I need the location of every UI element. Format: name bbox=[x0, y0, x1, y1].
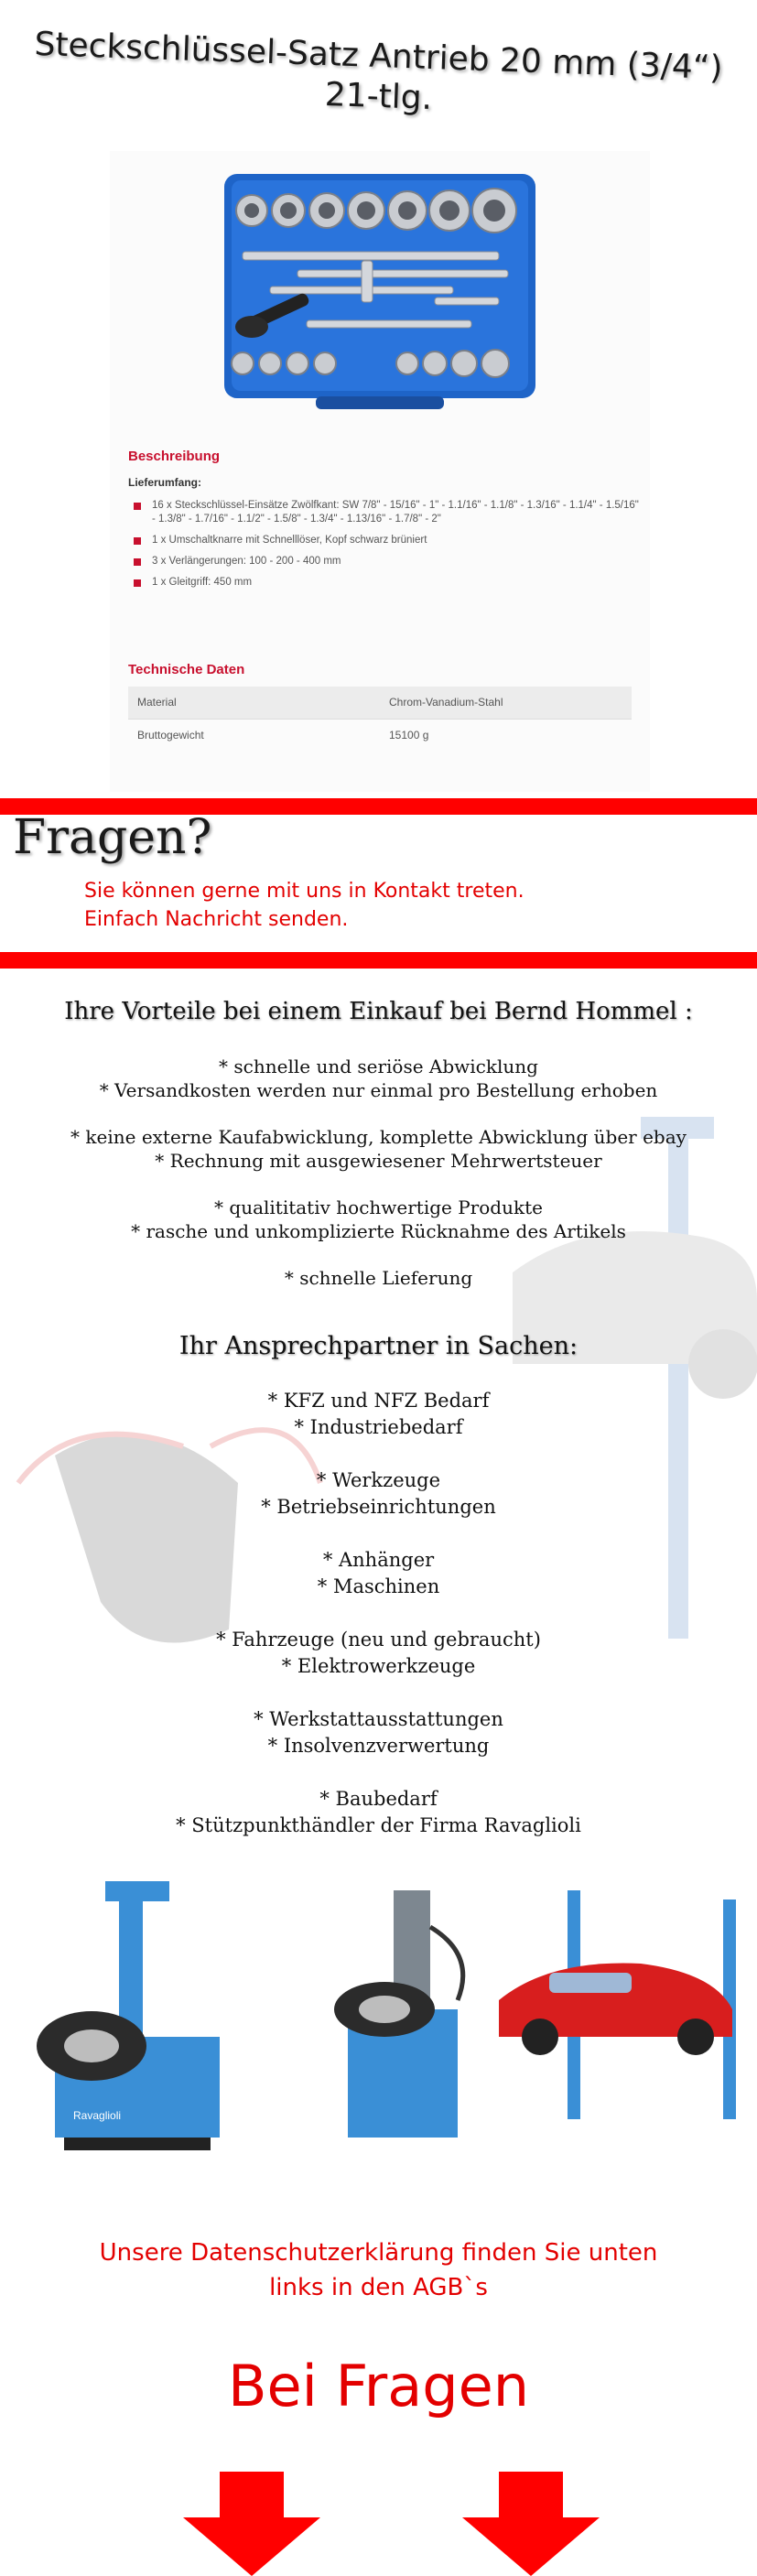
partner-list bbox=[0, 1388, 757, 1839]
table-row bbox=[128, 719, 632, 751]
benefit-line: * Versandkosten werden nur einmal pro Bestellung erhoben bbox=[99, 1079, 658, 1101]
tech-label: Bruttogewicht bbox=[137, 728, 204, 741]
tire-changer-center bbox=[334, 1890, 463, 2138]
title-line-1: Steckschlüssel-Satz Antrieb 20 mm (3/4“) bbox=[33, 25, 724, 88]
benefit-line: * Rechnung mit ausgewiesener Mehrwertsteuer bbox=[155, 1150, 602, 1172]
list-item: 3 x Verlängerungen: 100 - 200 - 400 mm bbox=[128, 555, 641, 568]
partner-line: * Maschinen bbox=[317, 1575, 440, 1597]
partner-title: Ihr Ansprechpartner in Sachen: bbox=[178, 1332, 579, 1360]
table-row bbox=[128, 687, 632, 719]
partner-line: * Werkzeuge bbox=[316, 1469, 441, 1491]
benefit-line: * qualititativ hochwertige Produkte bbox=[214, 1196, 543, 1218]
privacy-line-1: Unsere Datenschutzerklärung finden Sie unten bbox=[99, 2239, 658, 2267]
partner-line: * KFZ und NFZ Bedarf bbox=[267, 1390, 490, 1412]
tech-value: 15100 g bbox=[389, 728, 429, 741]
benefit-line: * rasche und unkomplizierte Rücknahme des Artikels bbox=[131, 1220, 626, 1242]
scope-list bbox=[128, 499, 641, 597]
partner-line: * Stützpunkthändler der Firma Ravaglioli bbox=[176, 1814, 581, 1836]
tech-table bbox=[128, 687, 632, 751]
benefits-title: Ihre Vorteile bei einem Einkauf bei Bernd Hommel : bbox=[64, 998, 693, 1025]
bullet-icon bbox=[134, 579, 141, 587]
description-heading: Beschreibung bbox=[128, 449, 221, 464]
scope-heading: Lieferumfang: bbox=[128, 476, 202, 489]
title-line-2: 21-tlg. bbox=[324, 75, 433, 118]
tech-label: Material bbox=[128, 687, 380, 719]
bullet-icon bbox=[134, 537, 141, 545]
arrow-down-icon bbox=[183, 2472, 320, 2576]
list-item: 16 x Steckschlüssel-Einsätze Zwölfkant: SW 7/8" - 15/16" - 1" - 1.1/16" - 1.1/8" - 1.3/16" - 1.1/4" - 1.5/16" - 1.3/8" - 1.7/16" - 1.1/2" - 1.5/8" - 1.3/4" - 1.13/16" - 1.7/8" - 2" bbox=[128, 499, 641, 526]
bullet-icon bbox=[134, 558, 141, 566]
partner-line: * Betriebseinrichtungen bbox=[261, 1496, 496, 1518]
divider-bottom bbox=[0, 952, 757, 969]
list-item: 1 x Gleitgriff: 450 mm bbox=[128, 576, 641, 590]
partner-line: * Anhänger bbox=[322, 1549, 435, 1571]
arrow-down-icon bbox=[462, 2472, 600, 2576]
benefit-line: * schnelle und seriöse Abwicklung bbox=[219, 1055, 538, 1077]
partner-line: * Insolvenzverwertung bbox=[267, 1735, 490, 1757]
partner-line: * Elektrowerkzeuge bbox=[281, 1655, 476, 1677]
machines-image bbox=[0, 1872, 757, 2174]
bullet-icon bbox=[134, 503, 141, 510]
contact-line-1: Sie können gerne mit uns in Kontakt treten. bbox=[84, 880, 524, 903]
privacy-notice bbox=[0, 2235, 757, 2305]
bei-fragen-title: Bei Fragen bbox=[227, 2353, 530, 2419]
socket-set-case-image bbox=[215, 169, 545, 412]
benefit-line: * keine externe Kaufabwicklung, komplette Abwicklung über ebay bbox=[70, 1126, 687, 1148]
benefits-list bbox=[0, 1055, 757, 1290]
list-item: 1 x Umschaltknarre mit Schnelllöser, Kopf schwarz brüniert bbox=[128, 534, 641, 547]
contact-line-2: Einfach Nachricht senden. bbox=[84, 908, 349, 931]
privacy-line-2: links in den AGB`s bbox=[269, 2274, 488, 2301]
page-title bbox=[0, 25, 757, 118]
tire-changer-left bbox=[37, 1881, 220, 2150]
product-card bbox=[110, 151, 650, 792]
partner-line: * Werkstattausstattungen bbox=[254, 1708, 503, 1730]
brand-label: Ravaglioli bbox=[73, 2109, 122, 2122]
partner-line: * Baubedarf bbox=[319, 1788, 438, 1810]
contact-text bbox=[84, 877, 524, 934]
partner-line: * Industriebedarf bbox=[294, 1416, 463, 1438]
benefit-line: * schnelle Lieferung bbox=[284, 1267, 473, 1289]
tech-value: Chrom-Vanadium-Stahl bbox=[380, 687, 632, 719]
tech-heading: Technische Daten bbox=[128, 662, 245, 677]
fragen-title: Fragen? bbox=[13, 810, 212, 865]
car-lift-right bbox=[499, 1890, 736, 2119]
benefits-section bbox=[0, 970, 757, 1872]
partner-line: * Fahrzeuge (neu und gebraucht) bbox=[216, 1629, 541, 1651]
